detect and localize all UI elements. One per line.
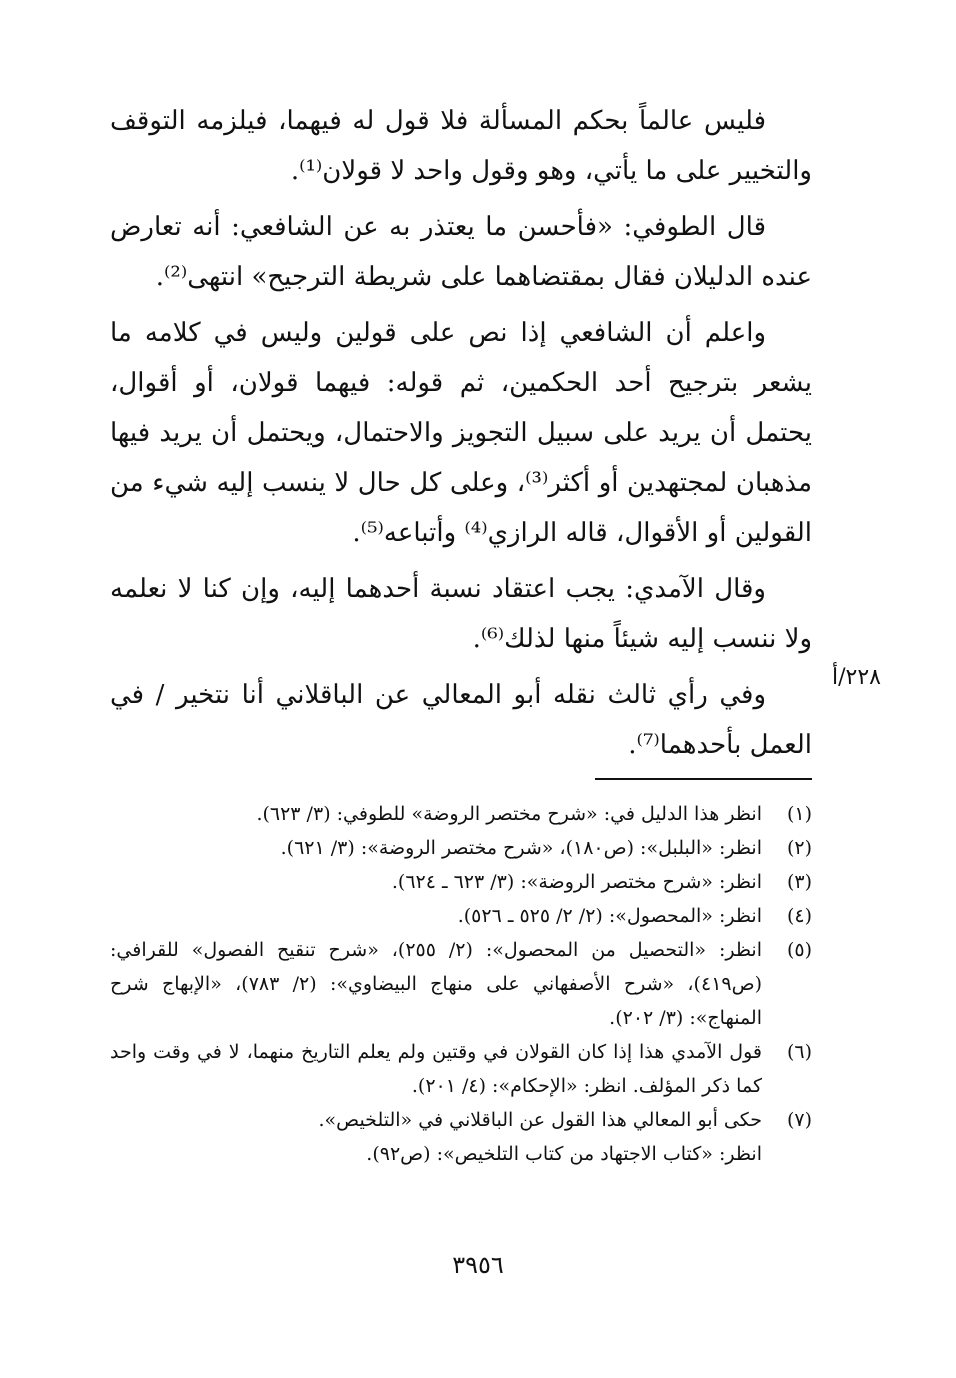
footnote-text: انظر هذا الدليل في: «شرح مختصر الروضة» للطوفي: (٣/ ٦٢٣).: [256, 803, 762, 825]
footnotes: [110, 797, 812, 1171]
paragraph-1: فليس عالماً بحكم المسألة فلا قول له فيهما، فيلزمه التوقف والتخيير على ما يأتي، وهو وقول واحد لا قولان⁽¹⁾.: [110, 106, 812, 186]
footnote-text: انظر: «شرح مختصر الروضة»: (٣/ ٦٢٣ ـ ٦٢٤).: [391, 871, 762, 893]
footnote-6: [110, 1035, 812, 1103]
footnote-3: [110, 865, 812, 899]
footnote-7: [110, 1103, 812, 1137]
footnote-number: (٧): [786, 1109, 812, 1131]
footnote-number: (٤): [786, 905, 812, 927]
footnote-number: (٢): [786, 837, 812, 859]
footnote-number: (٣): [786, 871, 812, 893]
footnote-text: انظر: «المحصول»: (٢/ ٢/ ٥٢٥ ـ ٥٢٦).: [457, 905, 762, 927]
footnote-7-continuation: [110, 1137, 812, 1171]
paragraph-4: وقال الآمدي: يجب اعتقاد نسبة أحدهما إليه، وإن كنا لا نعلمه ولا ننسب إليه شيئاً منها لذلك⁽⁶⁾.: [110, 574, 812, 654]
footnote-text: انظر: «التحصيل من المحصول»: (٢/ ٢٥٥)، «شرح تنقيح الفصول» للقرافي: (ص٤١٩)، «شرح الأصفهاني على منهاج البيضاوي»: (٢/ ٧٨٣)، «الإبهاج شرح المنهاج»: (٣/ ٢٠٢).: [110, 939, 762, 1029]
footnote-text: انظر: «كتاب الاجتهاد من كتاب التلخيص»: (ص٩٢).: [366, 1143, 762, 1165]
footnote-4: [110, 899, 812, 933]
manuscript-folio-note: ٢٢٨/أ: [832, 665, 881, 690]
page-number: ٣٩٥٦: [452, 1251, 504, 1279]
footnote-2: [110, 831, 812, 865]
main-text: [110, 96, 812, 770]
footnote-number: (٥): [786, 939, 812, 961]
footnote-number: (١): [786, 803, 812, 825]
paragraph-3: واعلم أن الشافعي إذا نص على قولين وليس في كلامه ما يشعر بترجيح أحد الحكمين، ثم قوله: فيهما قولان، أو أقوال، يحتمل أن يريد على سبيل التجويز والاحتمال، ويحتمل أن يريد فيها مذهبان لمجتهدين أو أكثر⁽³⁾، وعلى كل حال لا ينسب إليه شيء من القولين أو الأقوال، قاله الرازي⁽⁴⁾ وأتباعه⁽⁵⁾.: [110, 318, 812, 548]
footnote-5: [110, 933, 812, 1035]
footnote-number: (٦): [786, 1041, 812, 1063]
footnote-separator: [595, 778, 812, 780]
footnote-text: انظر: «البلبل»: (ص١٨٠)، «شرح مختصر الروضة»: (٣/ ٦٢١).: [280, 837, 762, 859]
footnote-text: حكى أبو المعالي هذا القول عن الباقلاني في «التلخيص».: [318, 1109, 762, 1131]
footnote-text: قول الآمدي هذا إذا كان القولان في وقتين ولم يعلم التاريخ منهما، لا في وقت واحد كما ذكر المؤلف. انظر: «الإحكام»: (٤/ ٢٠١).: [110, 1041, 762, 1097]
paragraph-2: قال الطوفي: «فأحسن ما يعتذر به عن الشافعي: أنه تعارض عنده الدليلان فقال بمقتضاهما على شريطة الترجيح» انتهى⁽²⁾.: [110, 212, 812, 292]
paragraph-5: وفي رأي ثالث نقله أبو المعالي عن الباقلاني أنا نتخير / في العمل بأحدهما⁽⁷⁾.: [110, 680, 812, 760]
footnote-1: [110, 797, 812, 831]
